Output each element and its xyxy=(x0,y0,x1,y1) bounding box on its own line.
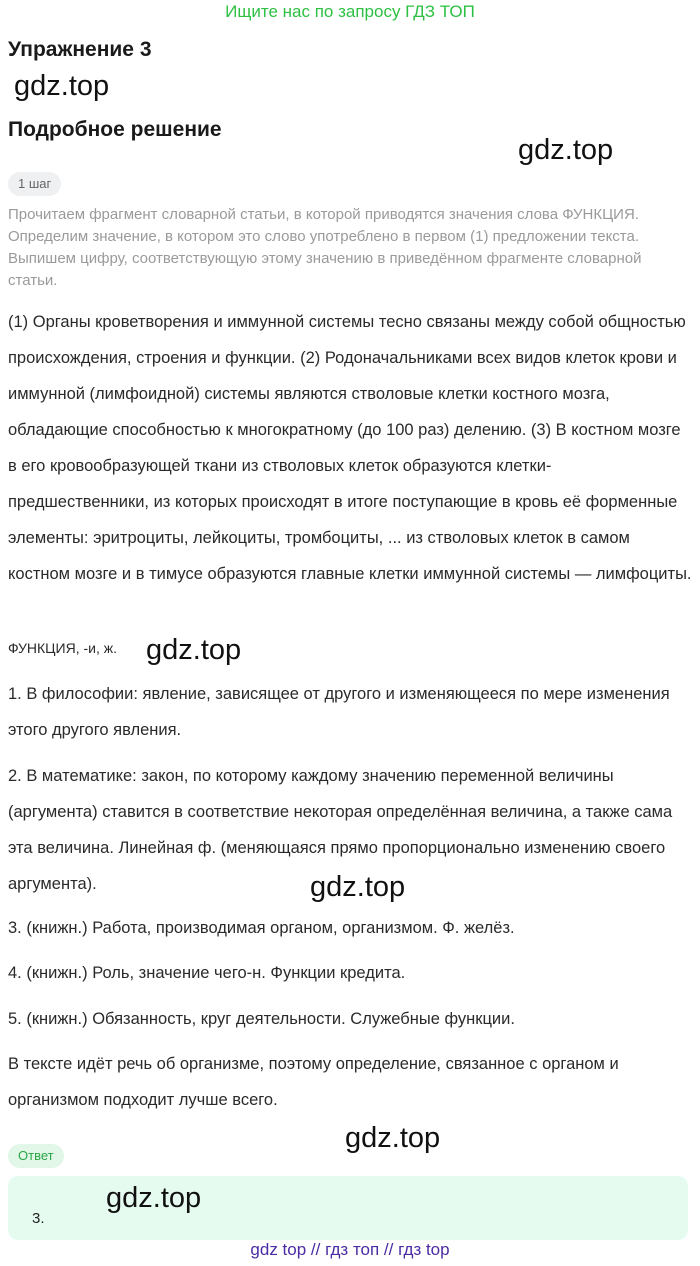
task-description: Прочитаем фрагмент словарной статьи, в которой приводятся значения слова ФУНКЦИЯ. Определим значение, в котором это слово употреблено в первом (1) предложении текста. Выпишем цифру, соответствующую этому значению в приведённом фрагменте словарной статьи. xyxy=(8,206,642,289)
conclusion-text: В тексте идёт речь об организме, поэтому определение, связанное с органом и организмом подходит лучше всего. xyxy=(8,1055,619,1109)
watermark: gdz.top xyxy=(310,871,406,903)
meaning-1: 1. В философии: явление, зависящее от другого и изменяющееся по мере изменения этого другого явления. xyxy=(8,685,670,739)
exercise-title: Упражнение 3 xyxy=(8,38,152,61)
answer-badge: Ответ xyxy=(8,1144,64,1168)
step-badge: 1 шаг xyxy=(8,172,61,196)
watermark: gdz.top xyxy=(14,70,110,102)
footer-links: gdz top // гдз топ // гдз top xyxy=(250,1240,450,1259)
dictionary-headword: ФУНКЦИЯ, -и, ж. xyxy=(8,640,117,656)
meaning-4: 4. (книжн.) Роль, значение чего-н. Функции кредита. xyxy=(8,964,406,982)
watermark: gdz.top xyxy=(146,634,242,666)
watermark: gdz.top xyxy=(345,1122,441,1154)
watermark: gdz.top xyxy=(106,1182,202,1214)
answer-box xyxy=(8,1176,688,1240)
answer-value: 3. xyxy=(32,1210,45,1227)
meaning-3: 3. (книжн.) Работа, производимая органом, организмом. Ф. желёз. xyxy=(8,919,515,937)
source-text: (1) Органы кроветворения и иммунной системы тесно связаны между собой общностью происхождения, строения и функции. (2) Родоначальниками всех видов клеток крови и иммунной (лимфоидной) системы являются стволовые клетки костного мозга, обладающие способностью к многократному (до 100 раз) делению. (3) В костном мозге в его кровообразующей ткани из стволовых клеток образуются клетки-предшественники, из которых происходят в итоге поступающие в кровь её форменные элементы: эритроциты, лейкоциты, тромбоциты, ... из стволовых клеток в самом костном мозге и в тимусе образуются главные клетки иммунной системы — лимфоциты. xyxy=(8,313,692,583)
watermark: gdz.top xyxy=(518,134,614,166)
search-banner: Ищите нас по запросу ГДЗ ТОП xyxy=(225,2,475,21)
meaning-2: 2. В математике: закон, по которому каждому значению переменной величины (аргумента) ставится в соответствие некоторая определённая величина, а также сама эта величина. Линейная ф. (меняющаяся прямо пропорционально изменению своего аргумента). xyxy=(8,767,673,893)
solution-heading: Подробное решение xyxy=(8,118,222,141)
meaning-5: 5. (книжн.) Обязанность, круг деятельности. Служебные функции. xyxy=(8,1010,515,1028)
